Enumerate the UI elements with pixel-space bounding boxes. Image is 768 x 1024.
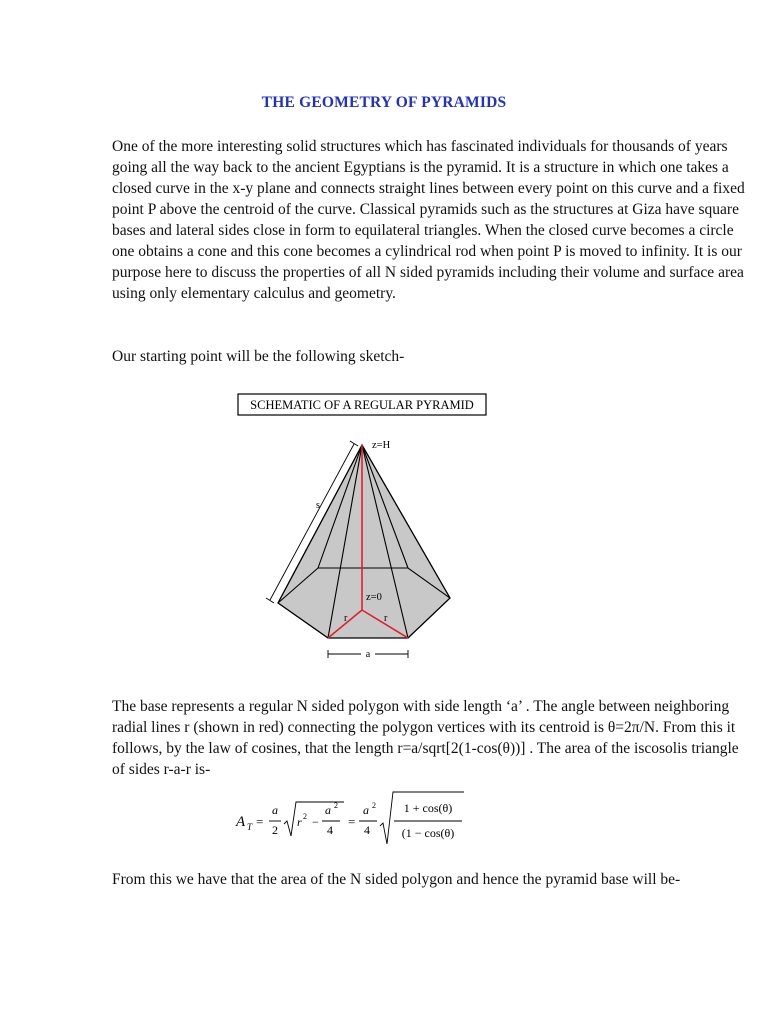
term1-numerator: a xyxy=(272,803,278,817)
side-label: a xyxy=(365,649,371,660)
pyramid-body xyxy=(278,445,450,638)
radius-label-right: r xyxy=(384,613,388,624)
radical1-denominator: 4 xyxy=(327,823,333,837)
slant-label: s xyxy=(316,500,320,511)
formula-lhs: A xyxy=(236,814,246,830)
polygon-area-paragraph: From this we have that the area of the N sided polygon and hence the pyramid base will be- xyxy=(112,871,681,888)
base-description-paragraph: The base represents a regular N sided polygon with side length ‘a’ . The angle between neighboring radial lines r (shown in red) connecting the polygon vertices with its centroid is θ=2π/N. From this it follows, by the law of cosines, that the length r=a/sqrt[2(1-cos(θ))] . The area of the iscosolis triangle of sides r-a-r is- xyxy=(112,698,739,778)
radical1-numerator: a xyxy=(325,803,331,817)
term2-numerator-exponent: 2 xyxy=(372,801,376,810)
base-label: z=0 xyxy=(366,592,382,603)
formula-lhs-subscript: T xyxy=(247,822,253,832)
figure-caption: SCHEMATIC OF A REGULAR PYRAMID xyxy=(250,398,474,412)
formula-equals: = xyxy=(256,814,264,829)
apex-label: z=H xyxy=(372,440,391,451)
term2-denominator: 4 xyxy=(364,823,370,837)
radical1-r-exponent: 2 xyxy=(303,812,307,821)
radical1-minus: − xyxy=(312,815,319,829)
formula-equals-2: = xyxy=(348,814,356,829)
sketch-intro-paragraph: Our starting point will be the following sketch- xyxy=(112,348,405,365)
radical1-numerator-exponent: 2 xyxy=(334,801,338,810)
triangle-area-formula xyxy=(228,788,528,850)
pyramid-schematic xyxy=(230,388,500,668)
term2-numerator: a xyxy=(363,803,369,817)
intro-paragraph: One of the more interesting solid structures which has fascinated individuals for thousands of years going all the way back to the ancient Egyptians is the pyramid. It is a structure in which one takes a closed curve in the x-y plane and connects straight lines between every point on this curve and a fixed point P above the centroid of the curve. Classical pyramids such as the structures at Giza have square bases and lateral sides close in form to equilateral triangles. When the closed curve becomes a circle one obtains a cone and this cone becomes a cylindrical rod when point P is moved to infinity. It is our purpose here to discuss the properties of all N sided pyramids including their volume and surface area using only elementary calculus and geometry. xyxy=(112,138,745,302)
radius-label-left: r xyxy=(344,613,348,624)
term1-denominator: 2 xyxy=(272,823,278,837)
radical2-denominator: (1 − cos(θ) xyxy=(401,826,455,840)
radical1-r: r xyxy=(297,815,302,829)
radical2-numerator: 1 + cos(θ) xyxy=(403,801,453,815)
document-title: THE GEOMETRY OF PYRAMIDS xyxy=(261,94,507,111)
